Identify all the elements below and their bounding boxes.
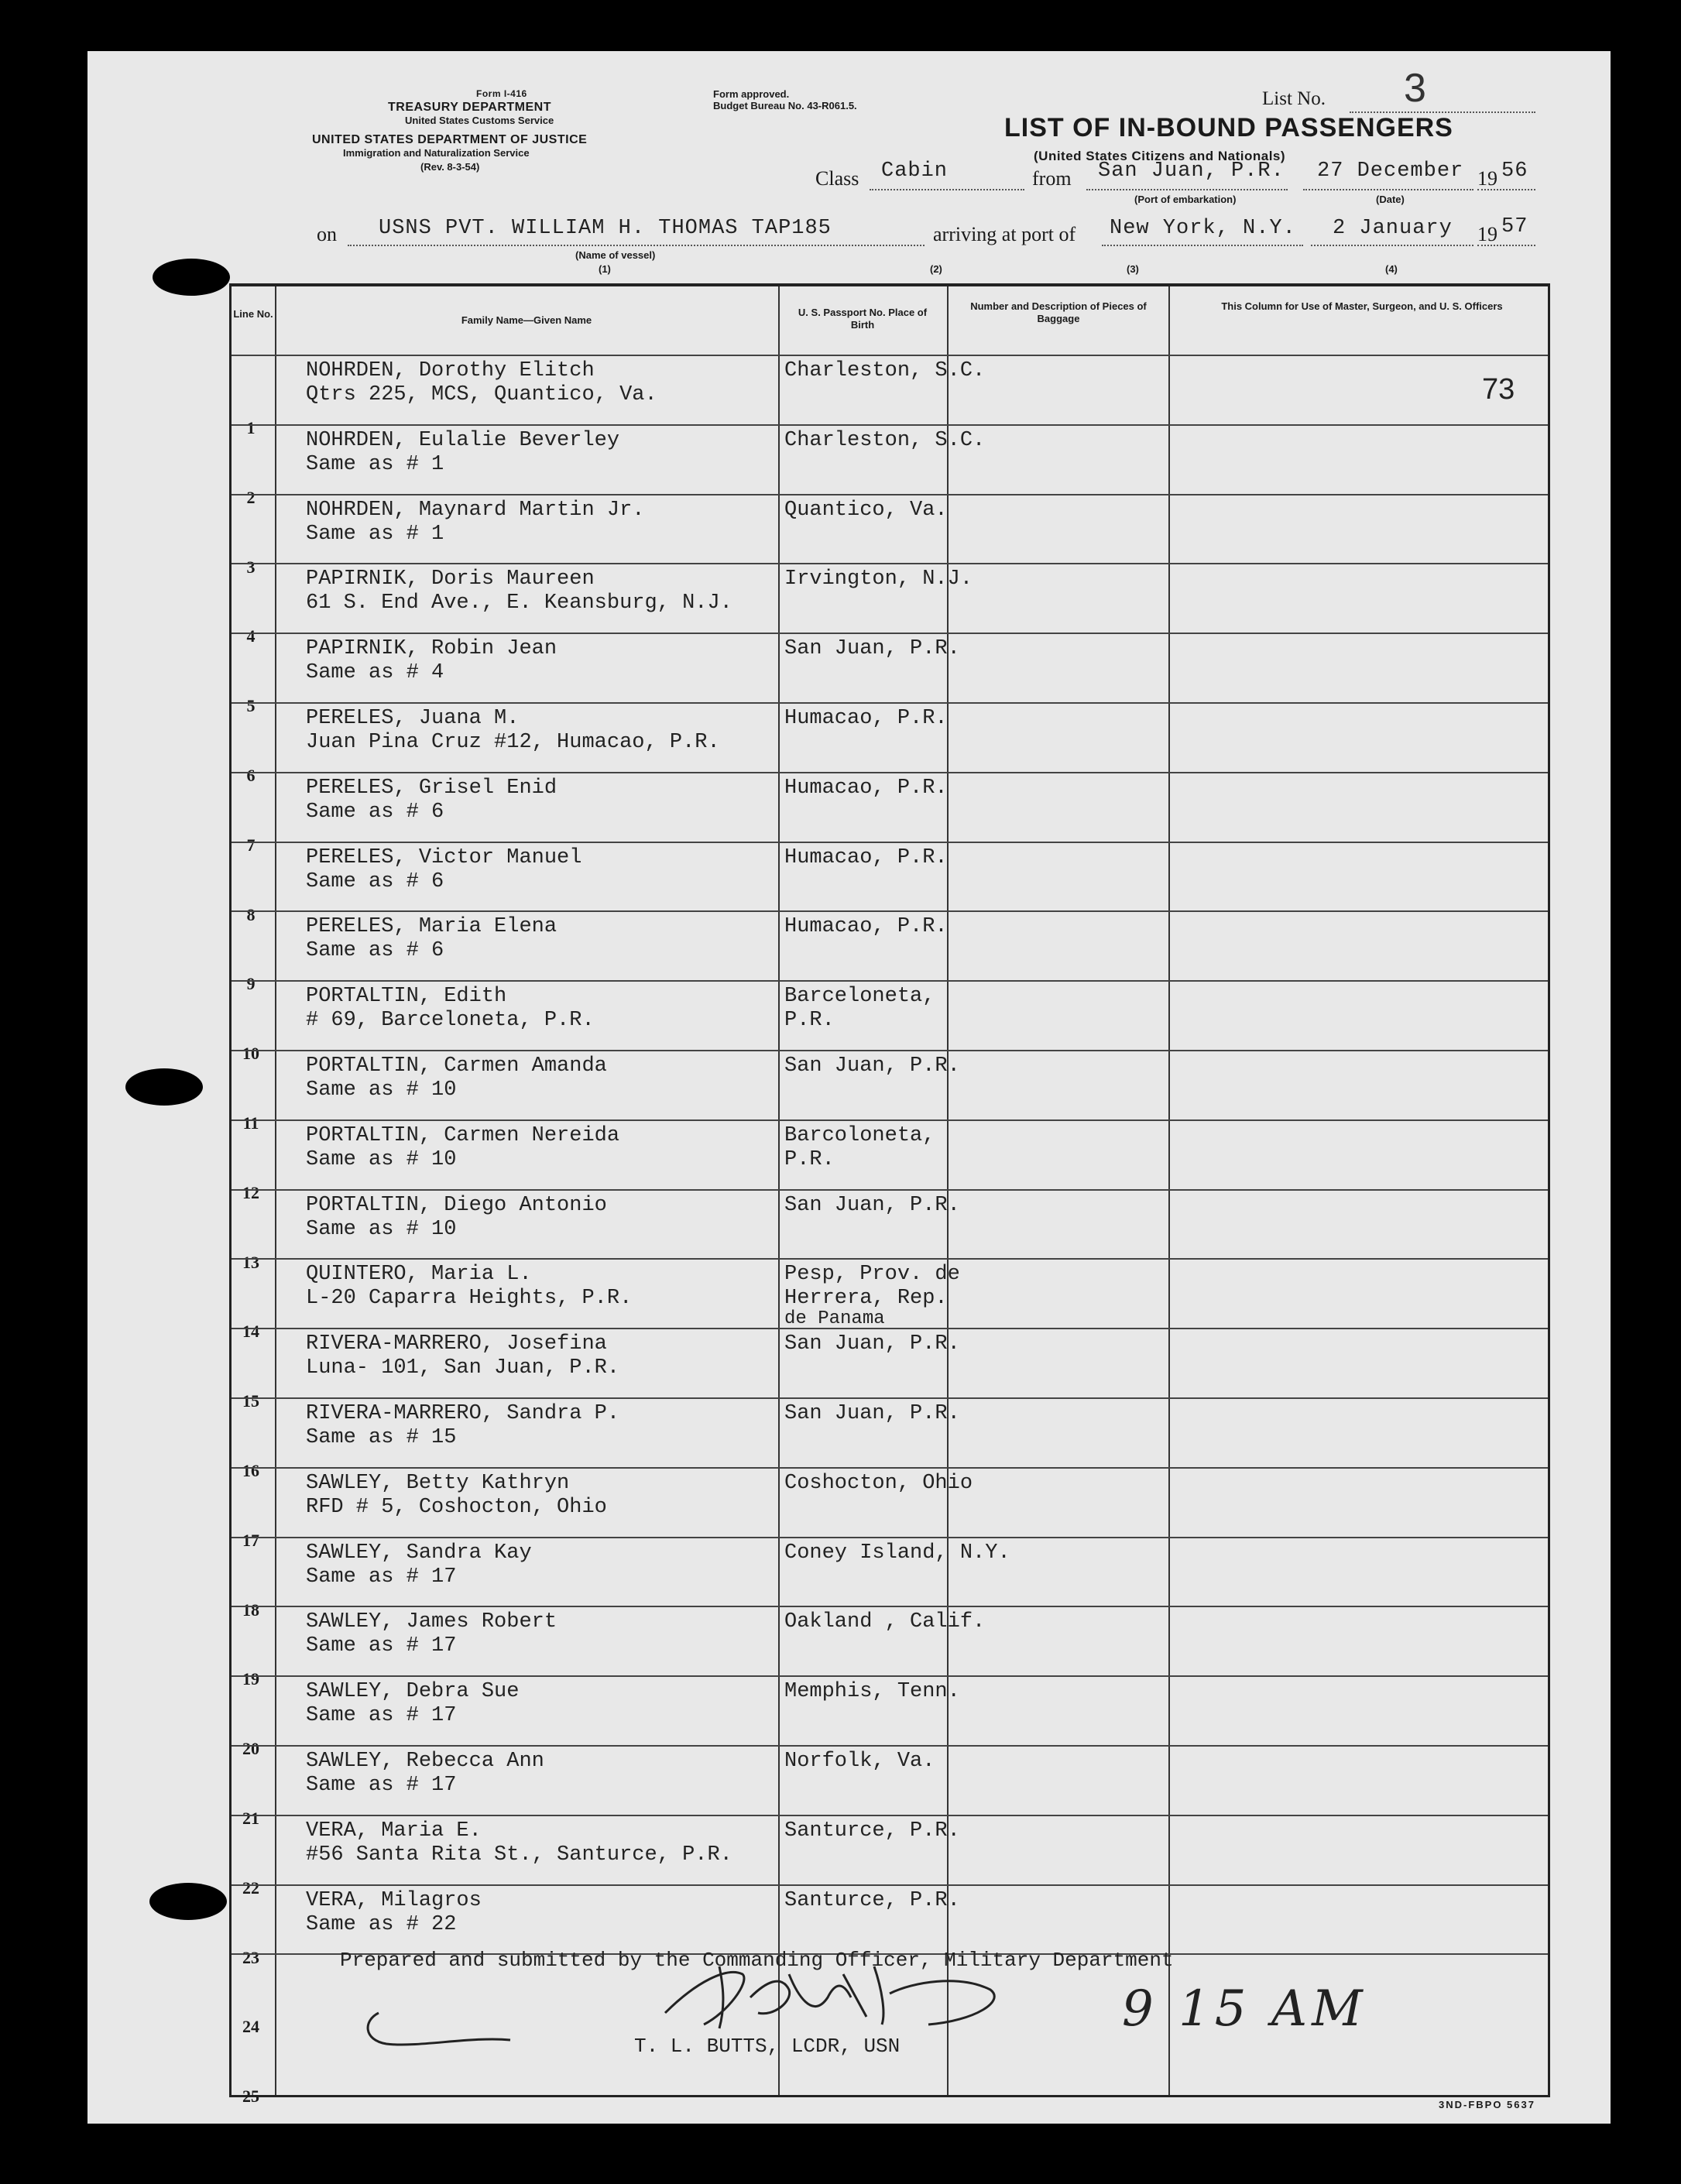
col-header-baggage: Number and Description of Pieces of Baggage [970,300,1147,324]
line-number: 12 [242,1182,259,1202]
arrival-underline [1102,245,1303,246]
passenger-name: PAPIRNIK, Doris Maureen [306,567,595,591]
line-number: 5 [246,696,256,716]
line-number: 2 [246,487,256,507]
caption-3: (3) [1127,263,1139,275]
col-divider-line [275,286,276,2095]
vessel-caption: (Name of vessel) [575,249,656,261]
place-of-birth: Barcoloneta, [784,1123,935,1147]
row-divider [232,1189,1548,1191]
line-number: 4 [246,626,256,646]
prepared-statement: Prepared and submitted by the Commanding Officer, Military Department [340,1949,1174,1972]
passenger-address: RFD # 5, Coshocton, Ohio [306,1495,607,1519]
class-underline [870,189,1024,190]
line-number: 16 [242,1461,259,1480]
date-caption: (Date) [1376,194,1405,205]
line-number: 22 [242,1877,259,1898]
punch-hole-top [153,259,230,296]
passenger-address: Same as # 15 [306,1426,457,1449]
departure-date: 27 December [1317,159,1464,183]
place-of-birth: Charleston, S.C. [784,359,986,382]
passenger-name: PORTALTIN, Carmen Nereida [306,1123,620,1147]
class-value: Cabin [881,159,949,183]
place-of-birth: Pesp, Prov. de [784,1263,960,1287]
arrival-year: 57 [1501,215,1528,238]
line-number: 13 [242,1252,259,1272]
passenger-address: Luna- 101, San Juan, P.R. [306,1356,620,1380]
officer-annotation: 73 [1482,373,1515,406]
passenger-name: RIVERA-MARRERO, Sandra P. [306,1402,620,1425]
passenger-name: RIVERA-MARRERO, Josefina [306,1332,607,1356]
line-number: 6 [246,766,256,785]
passenger-name: PERELES, Maria Elena [306,915,557,939]
passenger-address: Juan Pina Cruz #12, Humacao, P.R. [306,731,720,754]
place-of-birth: Norfolk, Va. [784,1750,935,1773]
caption-4: (4) [1385,263,1398,275]
row-divider [232,494,1548,495]
port-embarkation: San Juan, P.R. [1098,159,1285,183]
line-number: 19 [242,1669,259,1689]
passenger-name: SAWLEY, Rebecca Ann [306,1750,544,1773]
row-divider [232,424,1548,426]
row-divider [232,702,1548,704]
list-no-label: List No. [1262,88,1326,109]
passenger-address: Same as # 17 [306,1774,457,1797]
place-of-birth: Coney Island, N.Y. [784,1541,1010,1565]
row-divider [232,1537,1548,1538]
col-header-officers: This Column for Use of Master, Surgeon, and U. S. Officers [1221,300,1503,312]
officer-name: T. L. BUTTS, LCDR, USN [634,2035,901,2058]
line-number: 21 [242,1809,259,1828]
line-number: 3 [246,557,256,577]
line-number: 8 [246,904,256,924]
caption-1: (1) [599,263,611,275]
row-divider [232,910,1548,912]
port-arrival: New York, N.Y. [1110,217,1296,240]
col-header-name: Family Name—Given Name [461,314,592,326]
arrival-year-underline [1477,245,1535,246]
row-divider [232,1675,1548,1677]
embarkation-caption: (Port of embarkation) [1134,194,1237,205]
line-number: 17 [242,1530,259,1550]
place-of-birth: San Juan, P.R. [784,1193,960,1217]
row-divider [232,1815,1548,1816]
passenger-name: PERELES, Juana M. [306,707,520,730]
passenger-address: Same as # 17 [306,1634,457,1658]
departure-year: 56 [1501,159,1528,183]
row-divider [232,1745,1548,1747]
place-of-birth: San Juan, P.R. [784,1054,960,1078]
place-of-birth: Barceloneta, [784,985,935,1009]
place-of-birth: Charleston, S.C. [784,428,986,452]
passenger-name: PORTALTIN, Carmen Amanda [306,1054,607,1078]
line-number: 25 [242,2086,259,2107]
passenger-address: Same as # 17 [306,1565,457,1589]
row-divider [232,772,1548,773]
place-of-birth: Humacao, P.R. [784,845,948,869]
arriving-label: arriving at port of [933,223,1076,245]
place-of-birth-line-2: P.R. [784,1147,835,1171]
passenger-address: Same as # 17 [306,1704,457,1728]
form-subtitle: (United States Citizens and Nationals) [1034,149,1286,163]
row-divider [232,1258,1548,1260]
punch-hole-middle [125,1068,203,1106]
row-divider [232,842,1548,843]
line-number: 24 [242,2017,259,2037]
line-number: 1 [246,418,256,437]
col-divider-baggage [1168,286,1170,2095]
from-label: from [1032,167,1072,190]
place-of-birth: Oakland , Calif. [784,1610,986,1634]
row-divider [232,633,1548,634]
passenger-name: SAWLEY, Debra Sue [306,1680,520,1704]
agency-customs: United States Customs Service [405,115,554,126]
passenger-name: SAWLEY, James Robert [306,1610,557,1634]
place-of-birth: Quantico, Va. [784,498,948,522]
handwritten-time: 9 15 AM [1122,1980,1367,2038]
header-divider [232,355,1548,356]
col-header-line: Line No. [233,308,273,320]
place-of-birth: Irvington, N.J. [784,567,973,591]
line-number: 23 [242,1947,259,1967]
arrival-date: 2 January [1333,217,1453,240]
line-number: 7 [246,835,256,855]
place-of-birth-line-2: P.R. [784,1009,835,1033]
passenger-name: PERELES, Victor Manuel [306,845,582,869]
col-header-passport: U. S. Passport No. Place of Birth [798,307,928,331]
place-of-birth: Humacao, P.R. [784,707,948,730]
line-number: 10 [242,1044,259,1064]
list-no-value: 3 [1404,66,1426,111]
punch-hole-bottom [149,1883,227,1920]
line-number: 9 [246,974,256,994]
place-of-birth: San Juan, P.R. [784,1402,960,1425]
approval-line-2: Budget Bureau No. 43-R061.5. [713,100,857,111]
departure-year-prefix: 19 [1477,167,1497,190]
agency-ins: Immigration and Naturalization Service [343,147,530,159]
embarkation-underline [1086,189,1288,190]
row-divider [232,1884,1548,1886]
line-number: 18 [242,1599,259,1620]
vessel-underline [348,245,925,246]
class-label: Class [815,167,859,190]
line-number: 11 [242,1113,259,1133]
line-number: 15 [242,1391,259,1411]
col-divider-name [778,286,780,2095]
row-divider [232,563,1548,564]
passenger-address: Same as # 22 [306,1912,457,1936]
passenger-address: Same as # 10 [306,1217,457,1241]
passenger-name: VERA, Milagros [306,1888,482,1912]
print-code: 3ND-FBPO 5637 [1439,2099,1535,2110]
agency-treasury: TREASURY DEPARTMENT [388,101,551,114]
initial-scribble [355,1997,526,2059]
passenger-address: # 69, Barceloneta, P.R. [306,1009,595,1033]
passenger-address: L-20 Caparra Heights, P.R. [306,1287,633,1311]
passenger-name: PERELES, Grisel Enid [306,776,557,800]
passenger-address: #56 Santa Rita St., Santurce, P.R. [306,1843,732,1867]
row-divider [232,980,1548,982]
form-revision: (Rev. 8-3-54) [420,161,480,173]
passenger-name: PAPIRNIK, Robin Jean [306,637,557,661]
passenger-name: NOHRDEN, Dorothy Elitch [306,359,595,382]
officer-signature [634,1951,1068,2036]
form-title: LIST OF IN-BOUND PASSENGERS [1004,113,1453,142]
passenger-address: Same as # 6 [306,800,444,824]
place-of-birth: San Juan, P.R. [784,637,960,661]
passenger-address: Same as # 6 [306,939,444,963]
passenger-address: Same as # 1 [306,522,444,546]
approval-line-1: Form approved. [713,88,790,100]
row-divider [232,1119,1548,1121]
departure-date-underline [1303,189,1473,190]
passenger-address: Same as # 10 [306,1147,457,1171]
passenger-name: PORTALTIN, Edith [306,985,507,1009]
passenger-name: SAWLEY, Betty Kathryn [306,1471,570,1495]
passenger-address: Qtrs 225, MCS, Quantico, Va. [306,383,657,406]
row-divider [232,1467,1548,1469]
row-divider [232,1050,1548,1051]
place-of-birth-line-3: de Panama [784,1308,885,1330]
agency-justice: UNITED STATES DEPARTMENT OF JUSTICE [312,133,588,146]
line-number: 14 [242,1322,259,1342]
row-divider [232,1328,1548,1329]
arrival-date-underline [1311,245,1473,246]
place-of-birth: Humacao, P.R. [784,776,948,800]
vessel-name: USNS PVT. WILLIAM H. THOMAS TAP185 [379,217,832,240]
passenger-name: NOHRDEN, Eulalie Beverley [306,428,620,452]
arrival-year-prefix: 19 [1477,223,1497,245]
place-of-birth: Santurce, P.R. [784,1888,960,1912]
place-of-birth: Coshocton, Ohio [784,1471,973,1495]
line-number: 20 [242,1739,259,1759]
place-of-birth: Humacao, P.R. [784,915,948,939]
passenger-address: Same as # 6 [306,869,444,893]
passenger-name: VERA, Maria E. [306,1819,482,1843]
form-number: Form I-416 [476,88,527,99]
passenger-name: SAWLEY, Sandra Kay [306,1541,532,1565]
caption-2: (2) [930,263,942,275]
place-of-birth: Santurce, P.R. [784,1819,960,1843]
row-divider [232,1397,1548,1399]
passenger-name: QUINTERO, Maria L. [306,1263,532,1287]
passenger-name: PORTALTIN, Diego Antonio [306,1193,607,1217]
passenger-address: 61 S. End Ave., E. Keansburg, N.J. [306,591,732,615]
passenger-address: Same as # 4 [306,661,444,685]
passenger-address: Same as # 1 [306,452,444,476]
form-page [87,51,1611,2124]
departure-year-underline [1477,189,1535,190]
passenger-name: NOHRDEN, Maynard Martin Jr. [306,498,645,522]
passenger-address: Same as # 10 [306,1078,457,1102]
place-of-birth: San Juan, P.R. [784,1332,960,1356]
place-of-birth: Memphis, Tenn. [784,1680,960,1704]
place-of-birth-line-2: Herrera, Rep. [784,1287,948,1311]
row-divider [232,1606,1548,1607]
on-label: on [317,223,337,245]
